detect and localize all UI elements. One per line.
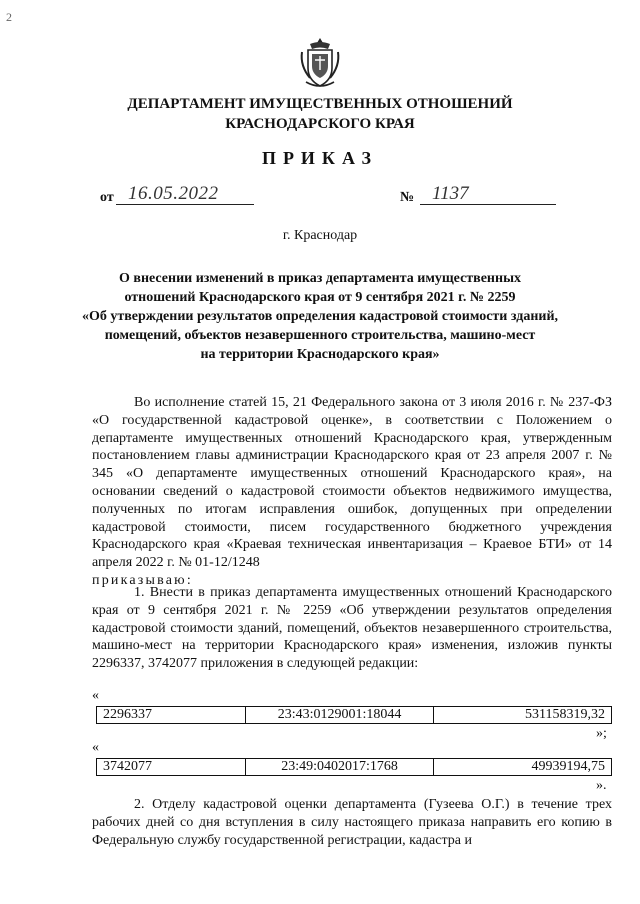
date-label: от bbox=[100, 190, 114, 205]
department-name-line2: КРАСНОДАРСКОГО КРАЯ bbox=[225, 116, 415, 132]
record-table bbox=[96, 706, 612, 724]
city: г. Краснодар bbox=[282, 228, 358, 243]
paragraph-preamble bbox=[92, 394, 612, 590]
prikazyvayu-word: приказываю: bbox=[92, 572, 193, 588]
document-type-title: ПРИКАЗ bbox=[261, 148, 379, 168]
subject-line: помещений, объектов незавершенного строительства, машино-мест bbox=[104, 328, 536, 343]
coat-of-arms-icon bbox=[298, 36, 342, 90]
subject-line: «Об утверждении результатов определения кадастровой стоимости зданий, bbox=[81, 309, 559, 324]
handwritten-date: 16.05.2022 bbox=[128, 183, 219, 204]
order-subject bbox=[80, 269, 560, 364]
open-quote: « bbox=[92, 740, 99, 755]
handwritten-number: 1137 bbox=[432, 183, 469, 204]
subject-line: отношений Краснодарского края от 9 сентября 2021 г. № 2259 bbox=[124, 290, 516, 305]
paragraph-item-2: 2. Отделу кадастровой оценки департамента (Гузеева О.Г.) в течение трех рабочих дней со дня вступления в силу настоящего приказа направить его копию в Федеральную службу государственной регистрации, кадастра и bbox=[92, 797, 612, 848]
record-id: 3742077 bbox=[97, 759, 246, 776]
table-row bbox=[97, 707, 612, 724]
preamble-text: Во исполнение статей 15, 21 Федерального закона от 3 июля 2016 г. № 237-ФЗ «О государственной кадастровой оценке», в соответствии с Положением о департаменте имущественных отношений Краснодарского края, утвержденным постановлением главы администрации Краснодарского края от 23 апреля 2007 г. № 345 «О департаменте имущественных отношений Краснодарского края», на основании сведений о кадастровой стоимости объектов недвижимого имущества, полученных по итогам исправления ошибок, допущенных при определении кадастровой стоимости, писем государственного бюджетного учреждения Краснодарского края «Краевая техническая инвентаризация – Краевое БТИ» от 14 апреля 2022 г. № 01-12/1248 bbox=[92, 395, 612, 571]
page-mark: 2 bbox=[6, 10, 12, 24]
close-quote: ». bbox=[596, 778, 607, 793]
subject-line: на территории Краснодарского края» bbox=[200, 347, 440, 362]
department-name-line1: ДЕПАРТАМЕНТ ИМУЩЕСТВЕННЫХ ОТНОШЕНИЙ bbox=[127, 96, 513, 112]
open-quote: « bbox=[92, 688, 99, 703]
record-cadastral-number: 23:43:0129001:18044 bbox=[246, 707, 434, 724]
record-cadastral-number: 23:49:0402017:1768 bbox=[246, 759, 434, 776]
paragraph-item-1: 1. Внести в приказ департамента имущественных отношений Краснодарского края от 9 сентября 2021 г. № 2259 «Об утверждении результатов определения кадастровой стоимости зданий, помещений, объектов незавершенного строительства, машино-мест на территории Краснодарского края» изменения, изложив пункты 2296337, 3742077 приложения в следующей редакции: bbox=[92, 585, 612, 672]
record-id: 2296337 bbox=[97, 707, 246, 724]
close-quote: »; bbox=[596, 726, 607, 741]
subject-line: О внесении изменений в приказ департамента имущественных bbox=[119, 271, 521, 286]
record-value: 531158319,32 bbox=[434, 707, 612, 724]
record-table bbox=[96, 758, 612, 776]
record-value: 49939194,75 bbox=[434, 759, 612, 776]
number-label: № bbox=[400, 190, 415, 205]
table-row bbox=[97, 759, 612, 776]
